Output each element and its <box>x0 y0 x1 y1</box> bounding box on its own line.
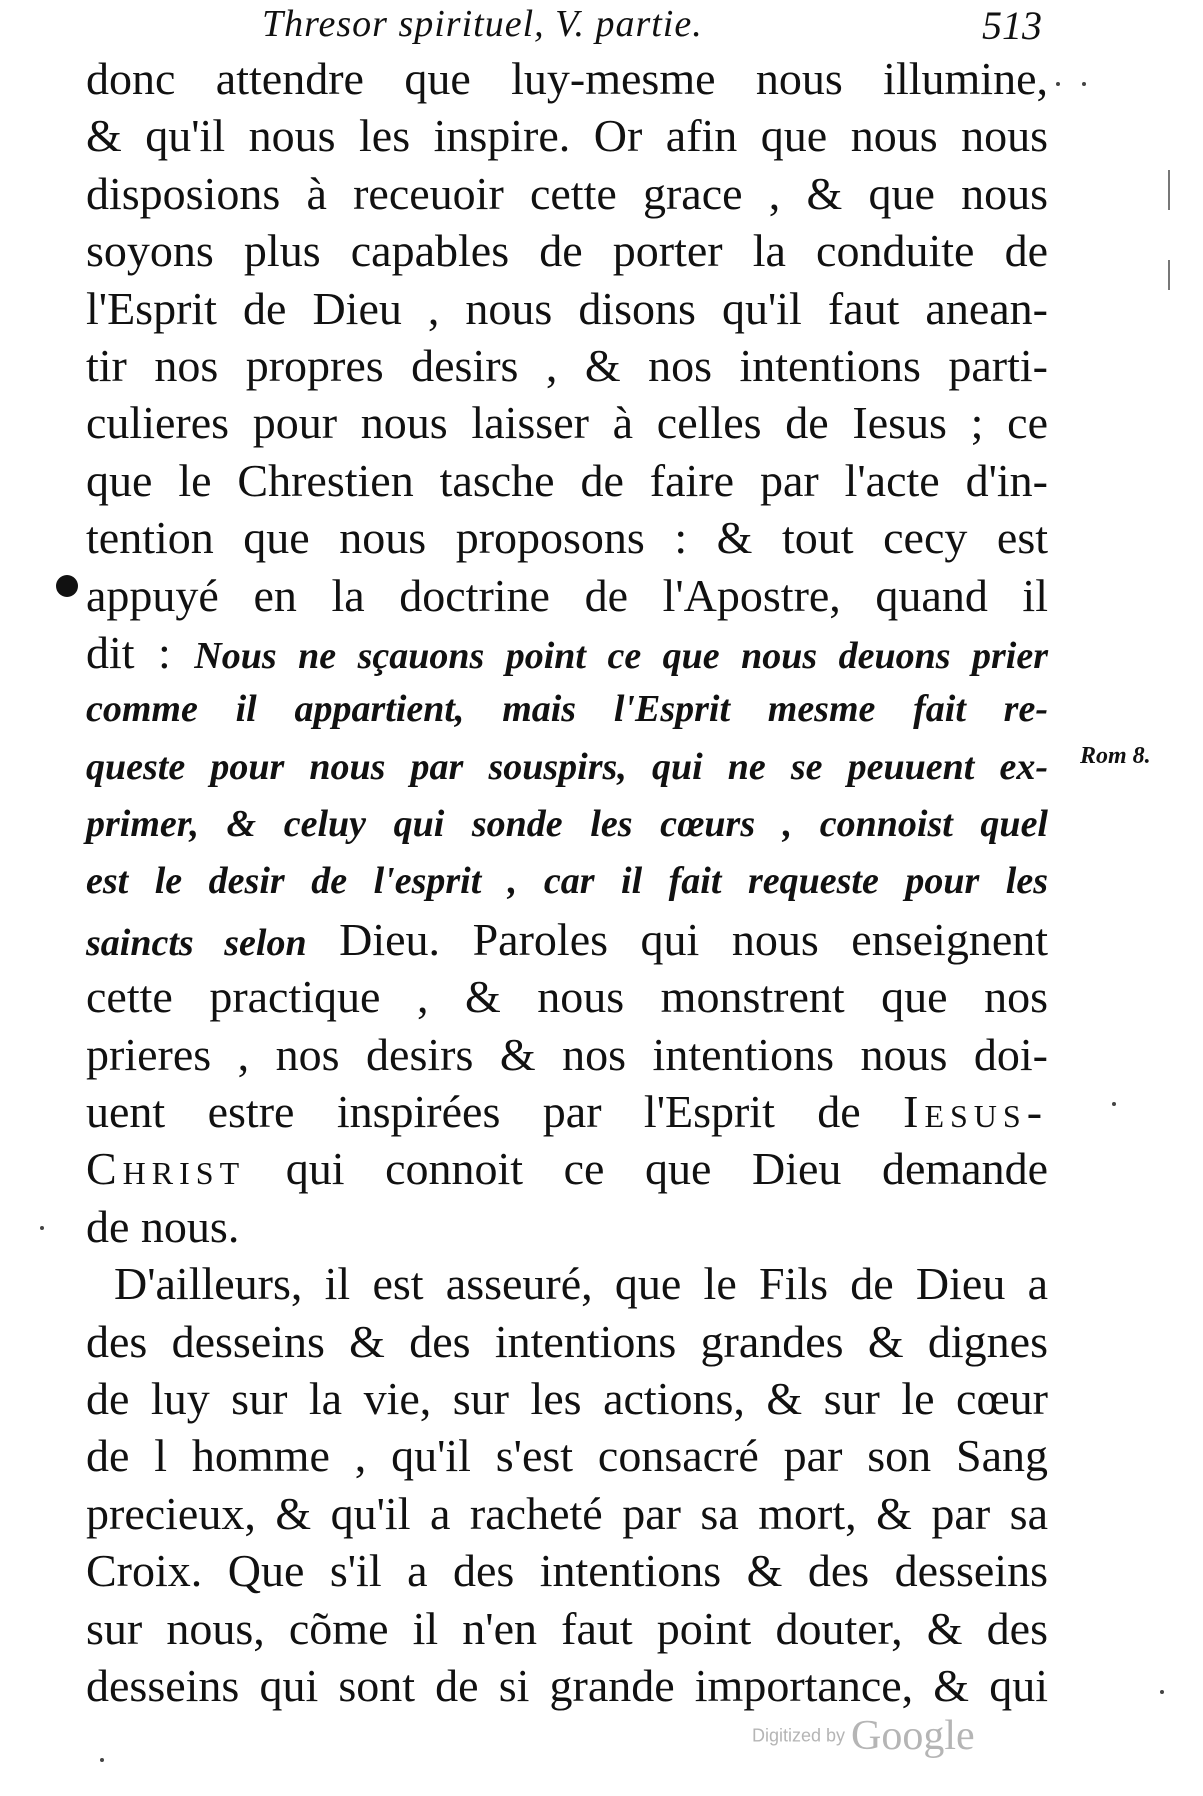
text-line-21: de nous. <box>86 1200 240 1252</box>
stray-mark <box>1082 82 1086 86</box>
scripture-quote-start: Nous ne sçauons point ce que nous deuons prier <box>194 634 1049 677</box>
paragraph-2-line-3: de luy sur la vie, sur les actions, & sur le cœur <box>86 1372 1048 1424</box>
digitization-watermark <box>752 1712 975 1760</box>
text-line-1: donc attendre que luy-mesme nous illumine, <box>86 53 1048 104</box>
paragraph-2-line-8: desseins qui sont de si grande importance, & qui <box>86 1659 1048 1711</box>
text-line-10: appuyé en la doctrine de l'Apostre, quand il <box>86 569 1048 621</box>
text-dit: dit : <box>86 626 171 678</box>
text-line-9: tention que nous proposons : & tout cecy est <box>86 512 1048 564</box>
quote-dieu: Dieu. <box>339 913 441 965</box>
name-christ: Christ <box>86 1143 246 1195</box>
text-paroles: Paroles qui nous enseignent <box>472 913 1049 965</box>
stray-mark <box>1056 82 1060 86</box>
text-line-18: prieres , nos desirs & nos intentions nous doi- <box>86 1028 1048 1080</box>
quote-line-3: queste pour nous par souspirs, qui ne se peuuent ex- <box>86 745 1048 788</box>
text-connoit: qui connoit ce que Dieu demande <box>285 1143 1049 1195</box>
text-line-8: que le Chrestien tasche de faire par l'acte d'in- <box>86 454 1048 506</box>
stray-mark <box>1112 1102 1116 1106</box>
text-line-19 <box>86 1083 1048 1140</box>
text-line-20 <box>86 1140 1048 1197</box>
stray-mark <box>40 1226 44 1230</box>
stray-mark <box>1160 1690 1164 1694</box>
paragraph-2-line-2: des desseins & des intentions grandes & dignes <box>86 1315 1048 1367</box>
paragraph-2-line-7: sur nous, cõme il n'en faut point douter, & des <box>86 1602 1048 1654</box>
margin-reference: Rom 8. <box>1080 743 1151 769</box>
running-head <box>262 2 1042 52</box>
margin-rule-mark <box>1168 170 1170 210</box>
text-esprit: uent estre inspirées par l'Esprit de <box>86 1086 861 1138</box>
quote-end: saincts selon <box>86 921 307 964</box>
text-line-16 <box>86 911 1048 968</box>
stray-mark <box>100 1758 104 1762</box>
watermark-brand: Google <box>851 1713 975 1759</box>
text-line-6: tir nos propres desirs , & nos intentions parti- <box>86 339 1048 391</box>
name-iesus: Iesus- <box>903 1086 1049 1138</box>
margin-rule-mark <box>1168 260 1170 290</box>
text-line-2: & qu'il nous les inspire. Or afin que nous nous <box>86 110 1048 162</box>
page-number: 513 <box>982 3 1042 48</box>
text-line-7: culieres pour nous laisser à celles de Iesus ; ce <box>86 397 1048 449</box>
quote-line-4: primer, & celuy qui sonde les cœurs , connoist quel <box>86 803 1048 846</box>
text-line-5: l'Esprit de Dieu , nous disons qu'il faut anean- <box>86 282 1048 334</box>
body-text <box>86 50 1048 1714</box>
quote-line-2: comme il appartient, mais l'Esprit mesme fait re- <box>86 688 1048 731</box>
text-line-4: soyons plus capables de porter la conduite de <box>86 225 1048 277</box>
text-line-11 <box>86 624 1048 681</box>
ink-blot-mark <box>56 575 78 597</box>
text-line-3: disposions à receuoir cette grace , & que nous <box>86 167 1048 219</box>
paragraph-2-line-1: D'ailleurs, il est asseuré, que le Fils de Dieu a <box>114 1258 1048 1310</box>
watermark-prefix: Digitized by <box>752 1725 846 1746</box>
paragraph-2-line-5: precieux, & qu'il a racheté par sa mort, & par sa <box>86 1487 1048 1539</box>
running-title: Thresor spirituel, V. partie. <box>262 3 703 45</box>
quote-line-5: est le desir de l'esprit , car il fait requeste pour les <box>86 860 1048 903</box>
paragraph-2-line-4: de l homme , qu'il s'est consacré par son Sang <box>86 1430 1048 1482</box>
paragraph-2-line-6: Croix. Que s'il a des intentions & des desseins <box>86 1545 1048 1597</box>
text-line-17: cette practique , & nous monstrent que nos <box>86 971 1048 1023</box>
